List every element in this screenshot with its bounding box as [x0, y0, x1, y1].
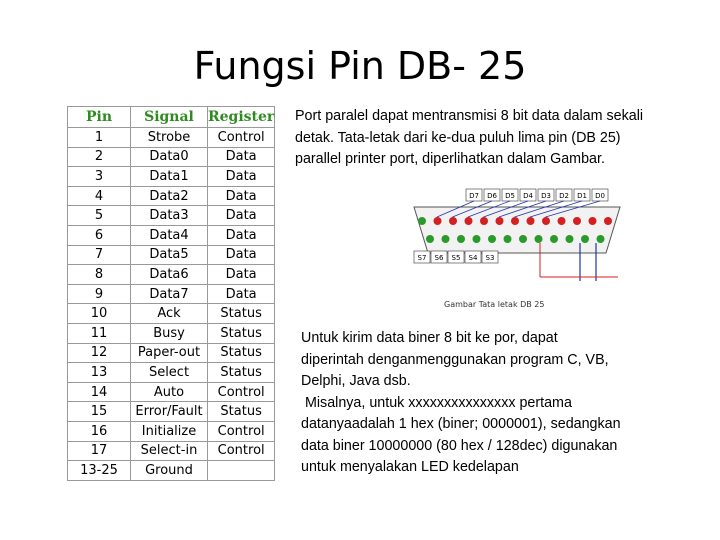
connector-pin [535, 235, 543, 243]
connector-pin [465, 217, 473, 225]
connector-pin [457, 235, 465, 243]
table-row [68, 206, 275, 226]
connector-pin [426, 235, 434, 243]
register-cell: Control [208, 128, 275, 148]
pin-cell: 14 [68, 382, 131, 402]
register-cell: Status [208, 323, 275, 343]
register-cell: Status [208, 402, 275, 422]
page-title: Fungsi Pin DB- 25 [193, 44, 527, 88]
connector-pin [418, 217, 426, 225]
register-cell: Data [208, 206, 275, 226]
table-row [68, 382, 275, 402]
pin-cell: 6 [68, 225, 131, 245]
connector-pin [480, 217, 488, 225]
register-cell: Data [208, 186, 275, 206]
signal-cell: Data1 [131, 167, 208, 187]
pin-cell: 13 [68, 363, 131, 383]
table-row [68, 323, 275, 343]
pin-cell: 1 [68, 128, 131, 148]
status-bit-label: S7 [417, 254, 427, 262]
pin-cell: 15 [68, 402, 131, 422]
connector-pin [527, 217, 535, 225]
pin-cell: 16 [68, 421, 131, 441]
connector-pin [573, 217, 581, 225]
register-cell: Data [208, 167, 275, 187]
register-cell: Data [208, 245, 275, 265]
signal-cell: Initialize [131, 421, 208, 441]
table-row [68, 147, 275, 167]
table-row [68, 265, 275, 285]
table-row [68, 402, 275, 422]
connector-pin [496, 217, 504, 225]
signal-cell: Auto [131, 382, 208, 402]
register-cell: Data [208, 265, 275, 285]
register-cell: Data [208, 284, 275, 304]
status-bit-label: S4 [468, 254, 478, 262]
pin-cell: 3 [68, 167, 131, 187]
status-bit-label: S6 [434, 254, 444, 262]
explanation-paragraph [301, 328, 681, 479]
connector-pin [597, 235, 605, 243]
signal-cell: Busy [131, 323, 208, 343]
data-bit-label: D2 [559, 192, 569, 200]
pin-cell: 8 [68, 265, 131, 285]
paragraph-line: diperintah denganmenggunakan program C, VB, [301, 351, 609, 368]
connector-pin [434, 217, 442, 225]
signal-cell: Select-in [131, 441, 208, 461]
signal-cell: Data6 [131, 265, 208, 285]
figure-caption: Gambar Tata letak DB 25 [444, 300, 545, 309]
pin-cell: 4 [68, 186, 131, 206]
signal-cell: Strobe [131, 128, 208, 148]
signal-cell: Error/Fault [131, 402, 208, 422]
table-body [68, 128, 275, 481]
pin-cell: 7 [68, 245, 131, 265]
table-header-row [68, 107, 275, 128]
register-cell: Status [208, 343, 275, 363]
data-bit-label: D5 [505, 192, 515, 200]
register-cell: Control [208, 421, 275, 441]
signal-cell: Ground [131, 461, 208, 481]
table-row [68, 441, 275, 461]
connector-pin [442, 235, 450, 243]
register-cell [208, 461, 275, 481]
data-bit-label: D3 [541, 192, 551, 200]
connector-pin [488, 235, 496, 243]
data-bit-label: D7 [469, 192, 479, 200]
table-row [68, 284, 275, 304]
register-cell: Control [208, 382, 275, 402]
register-cell: Data [208, 225, 275, 245]
data-bit-label: D1 [577, 192, 587, 200]
connector-pin [511, 217, 519, 225]
intro-paragraph: Port paralel dapat mentransmisi 8 bit data dalam sekali detak. Tata-letak dari ke-dua puluh lima pin (DB 25) parallel printer port, diperlihatkan dalam Gambar. [295, 108, 644, 167]
data-bit-label: D0 [595, 192, 605, 200]
status-bit-label: S5 [451, 254, 461, 262]
pin-function-table [67, 106, 275, 481]
table-row [68, 245, 275, 265]
data-bit-label: D6 [487, 192, 497, 200]
signal-cell: Data2 [131, 186, 208, 206]
register-cell: Status [208, 304, 275, 324]
header-pin: Pin [68, 107, 131, 128]
paragraph-line: datanyaadalah 1 hex (biner; 0000001), sedangkan [301, 416, 621, 432]
pin-cell: 10 [68, 304, 131, 324]
table-row [68, 421, 275, 441]
pin-cell: 5 [68, 206, 131, 226]
register-cell: Control [208, 441, 275, 461]
pin-cell: 12 [68, 343, 131, 363]
signal-cell: Data3 [131, 206, 208, 226]
signal-cell: Data0 [131, 147, 208, 167]
pin-cell: 13-25 [68, 461, 131, 481]
table-row [68, 363, 275, 383]
signal-cell: Ack [131, 304, 208, 324]
pin-cell: 11 [68, 323, 131, 343]
signal-cell: Paper-out [131, 343, 208, 363]
table-row [68, 343, 275, 363]
table-row [68, 128, 275, 148]
table-row [68, 304, 275, 324]
table-row [68, 225, 275, 245]
connector-pin [504, 235, 512, 243]
connector-pin [550, 235, 558, 243]
data-bit-label: D4 [523, 192, 533, 200]
register-cell: Status [208, 363, 275, 383]
header-signal: Signal [131, 107, 208, 128]
connector-pin [589, 217, 597, 225]
connector-pin [566, 235, 574, 243]
table-row [68, 167, 275, 187]
pin-cell: 9 [68, 284, 131, 304]
signal-cell: Data5 [131, 245, 208, 265]
pin-cell: 2 [68, 147, 131, 167]
signal-cell: Data7 [131, 284, 208, 304]
connector-pin [519, 235, 527, 243]
paragraph-line: data biner 10000000 (80 hex / 128dec) digunakan [301, 437, 618, 454]
table-row [68, 186, 275, 206]
connector-pin [449, 217, 457, 225]
paragraph-line: Misalnya, untuk xxxxxxxxxxxxxxx pertama [301, 394, 572, 411]
connector-pin [558, 217, 566, 225]
paragraph-line: Untuk kirim data biner 8 bit ke por, dapat [301, 330, 558, 346]
table-row [68, 461, 275, 481]
connector-pin [581, 235, 589, 243]
connector-pin [542, 217, 550, 225]
paragraph-line: Delphi, Java dsb. [301, 373, 411, 389]
paragraph-line: untuk menyalakan LED kedelapan [301, 459, 519, 475]
db25-layout-figure [400, 187, 632, 311]
status-bit-label: S3 [485, 254, 495, 262]
header-register: Register [208, 107, 275, 128]
pin-cell: 17 [68, 441, 131, 461]
signal-cell: Select [131, 363, 208, 383]
signal-cell: Data4 [131, 225, 208, 245]
register-cell: Data [208, 147, 275, 167]
connector-pin [604, 217, 612, 225]
connector-pin [473, 235, 481, 243]
